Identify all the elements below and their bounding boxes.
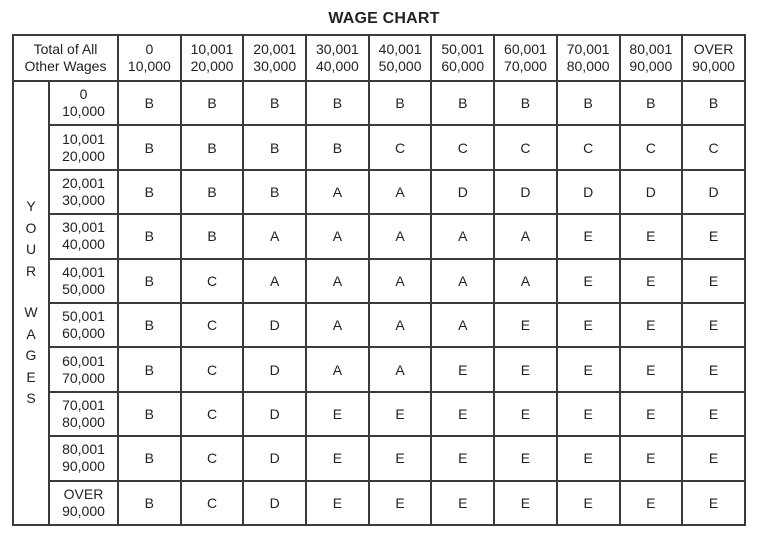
table-cell: E — [306, 436, 369, 480]
corner-line-1: Total of All — [33, 41, 98, 57]
column-header — [243, 35, 306, 81]
side-label-letter: W — [24, 304, 38, 321]
row-header-line: 40,000 — [62, 236, 105, 253]
table-cell: A — [431, 214, 494, 258]
side-label-letter: E — [26, 368, 36, 385]
row-header-line: 50,001 — [62, 308, 105, 325]
side-label-letter — [14, 282, 48, 302]
table-cell: E — [682, 347, 745, 391]
corner-line-2: Other Wages — [24, 58, 107, 74]
table-row — [13, 481, 745, 525]
table-cell: D — [243, 392, 306, 436]
header-row — [13, 35, 745, 81]
row-header-line: 60,001 — [62, 352, 105, 369]
column-header-line: 80,000 — [566, 58, 610, 74]
table-cell: B — [306, 125, 369, 169]
column-header-line: 0 — [145, 41, 154, 57]
table-cell: A — [494, 259, 557, 303]
table-cell: E — [557, 392, 620, 436]
table-cell: A — [306, 303, 369, 347]
column-header — [620, 35, 683, 81]
table-cell: E — [682, 214, 745, 258]
row-header-line: 90,000 — [62, 502, 105, 519]
table-cell: E — [431, 392, 494, 436]
table-cell: C — [181, 481, 244, 525]
side-label-letter: U — [25, 241, 37, 258]
table-cell: C — [181, 347, 244, 391]
column-header — [181, 35, 244, 81]
table-cell: B — [557, 81, 620, 125]
column-header — [494, 35, 557, 81]
table-cell: E — [620, 259, 683, 303]
table-cell: E — [557, 214, 620, 258]
column-header-line: 10,001 — [190, 41, 234, 57]
row-header — [49, 170, 118, 214]
table-cell: B — [118, 170, 181, 214]
column-header — [369, 35, 432, 81]
side-label-letter: O — [25, 219, 37, 236]
column-header — [431, 35, 494, 81]
table-cell: D — [620, 170, 683, 214]
table-cell: E — [620, 303, 683, 347]
table-cell: A — [306, 170, 369, 214]
table-cell: B — [181, 125, 244, 169]
row-header — [49, 214, 118, 258]
table-cell: C — [620, 125, 683, 169]
column-header-line: 50,000 — [378, 58, 422, 74]
table-cell: E — [557, 259, 620, 303]
table-cell: A — [306, 259, 369, 303]
column-header-line: 20,000 — [190, 58, 234, 74]
row-header — [49, 81, 118, 125]
table-cell: B — [181, 81, 244, 125]
table-cell: D — [243, 347, 306, 391]
table-cell: E — [557, 436, 620, 480]
table-cell: E — [682, 303, 745, 347]
table-cell: A — [369, 170, 432, 214]
column-header-line: 90,000 — [629, 58, 673, 74]
table-cell: E — [494, 347, 557, 391]
table-cell: B — [118, 392, 181, 436]
table-row — [13, 303, 745, 347]
side-label-letter: G — [25, 347, 37, 364]
row-header-line: OVER — [63, 485, 104, 502]
table-row — [13, 214, 745, 258]
table-cell: E — [620, 481, 683, 525]
table-cell: B — [118, 481, 181, 525]
table-cell: D — [682, 170, 745, 214]
table-cell: B — [243, 125, 306, 169]
table-cell: D — [431, 170, 494, 214]
table-cell: E — [620, 347, 683, 391]
row-header-line: 20,000 — [62, 147, 105, 164]
row-header-line: 90,000 — [62, 458, 105, 475]
table-cell: E — [494, 392, 557, 436]
row-header-line: 60,000 — [62, 325, 105, 342]
row-header-line: 70,001 — [62, 396, 105, 413]
column-header-line: 90,000 — [692, 58, 735, 74]
row-header-line: 30,000 — [62, 191, 105, 208]
table-cell: E — [557, 303, 620, 347]
table-cell: B — [118, 303, 181, 347]
table-cell: C — [682, 125, 745, 169]
table-cell: D — [243, 303, 306, 347]
table-row — [13, 392, 745, 436]
column-header-line: 60,001 — [504, 41, 547, 57]
table-cell: B — [682, 81, 745, 125]
table-cell: E — [369, 392, 432, 436]
row-header-line: 10,001 — [62, 130, 105, 147]
table-cell: A — [494, 214, 557, 258]
table-cell: A — [369, 347, 432, 391]
row-header-line: 50,000 — [62, 280, 105, 297]
table-cell: E — [494, 303, 557, 347]
table-cell: C — [181, 436, 244, 480]
table-cell: C — [181, 392, 244, 436]
row-header — [49, 347, 118, 391]
side-label-letter: Y — [26, 198, 36, 215]
column-header — [306, 35, 369, 81]
table-cell: C — [181, 259, 244, 303]
table-cell: B — [431, 81, 494, 125]
table-cell: B — [118, 214, 181, 258]
table-cell: A — [431, 259, 494, 303]
column-header-line: OVER — [693, 41, 734, 57]
wage-chart-table — [12, 34, 746, 526]
table-cell: B — [118, 125, 181, 169]
row-header-line: 80,000 — [62, 413, 105, 430]
table-cell: B — [369, 81, 432, 125]
table-cell: E — [620, 392, 683, 436]
row-header-line: 10,000 — [62, 103, 105, 120]
column-header — [118, 35, 181, 81]
table-cell: E — [620, 436, 683, 480]
table-cell: E — [557, 481, 620, 525]
table-cell: E — [494, 436, 557, 480]
table-cell: D — [494, 170, 557, 214]
table-cell: B — [494, 81, 557, 125]
column-header-line: 10,000 — [127, 58, 171, 74]
table-cell: E — [369, 436, 432, 480]
table-cell: E — [494, 481, 557, 525]
column-header-line: 50,001 — [441, 41, 485, 57]
table-row — [13, 125, 745, 169]
table-cell: E — [306, 392, 369, 436]
table-cell: B — [118, 436, 181, 480]
side-label-letter: R — [25, 262, 37, 279]
row-header — [49, 303, 118, 347]
column-header-line: 30,000 — [253, 58, 297, 74]
chart-title: WAGE CHART — [328, 10, 440, 27]
side-label-letter: S — [26, 390, 36, 407]
table-cell: B — [181, 214, 244, 258]
table-cell: A — [369, 214, 432, 258]
row-header-line: 80,001 — [62, 441, 105, 458]
table-cell: E — [682, 259, 745, 303]
table-cell: E — [682, 392, 745, 436]
table-cell: D — [243, 481, 306, 525]
side-label-letter: A — [26, 325, 36, 342]
table-cell: A — [369, 259, 432, 303]
table-cell: B — [243, 81, 306, 125]
table-cell: B — [118, 259, 181, 303]
table-cell: A — [306, 347, 369, 391]
table-cell: C — [557, 125, 620, 169]
table-cell: B — [306, 81, 369, 125]
column-header — [682, 35, 745, 81]
table-row — [13, 259, 745, 303]
table-cell: E — [431, 347, 494, 391]
row-header — [49, 259, 118, 303]
table-cell: A — [369, 303, 432, 347]
row-header-line: 70,000 — [62, 369, 105, 386]
table-cell: A — [243, 214, 306, 258]
table-cell: E — [682, 436, 745, 480]
table-cell: C — [431, 125, 494, 169]
column-header-line: 30,001 — [315, 41, 359, 57]
table-cell: C — [369, 125, 432, 169]
table-row — [13, 81, 745, 125]
row-header-line: 40,001 — [62, 263, 105, 280]
table-cell: D — [243, 436, 306, 480]
table-cell: C — [181, 303, 244, 347]
table-cell: B — [181, 170, 244, 214]
column-header-line: 40,000 — [315, 58, 359, 74]
table-row — [13, 347, 745, 391]
table-cell: E — [557, 347, 620, 391]
column-header-line: 70,001 — [566, 41, 610, 57]
column-header-line: 80,001 — [629, 41, 673, 57]
table-cell: E — [369, 481, 432, 525]
column-header-line: 60,000 — [441, 58, 485, 74]
column-header-line: 70,000 — [504, 58, 547, 74]
row-header — [49, 481, 118, 525]
row-header-line: 30,001 — [62, 219, 105, 236]
table-cell: E — [431, 436, 494, 480]
row-header — [49, 125, 118, 169]
table-cell: B — [243, 170, 306, 214]
column-header — [557, 35, 620, 81]
table-cell: A — [243, 259, 306, 303]
row-header — [49, 436, 118, 480]
table-cell: B — [118, 347, 181, 391]
table-cell: E — [306, 481, 369, 525]
table-row — [13, 436, 745, 480]
corner-header — [13, 35, 118, 81]
column-header-line: 20,001 — [253, 41, 297, 57]
row-header-line: 0 — [79, 86, 88, 103]
table-cell: B — [620, 81, 683, 125]
your-wages-side-label — [13, 81, 49, 525]
table-cell: C — [494, 125, 557, 169]
table-cell: B — [118, 81, 181, 125]
table-cell: E — [620, 214, 683, 258]
table-cell: E — [682, 481, 745, 525]
table-cell: A — [431, 303, 494, 347]
table-cell: E — [431, 481, 494, 525]
table-cell: D — [557, 170, 620, 214]
table-cell: A — [306, 214, 369, 258]
row-header — [49, 392, 118, 436]
column-header-line: 40,001 — [378, 41, 422, 57]
table-row — [13, 170, 745, 214]
row-header-line: 20,001 — [62, 174, 105, 191]
